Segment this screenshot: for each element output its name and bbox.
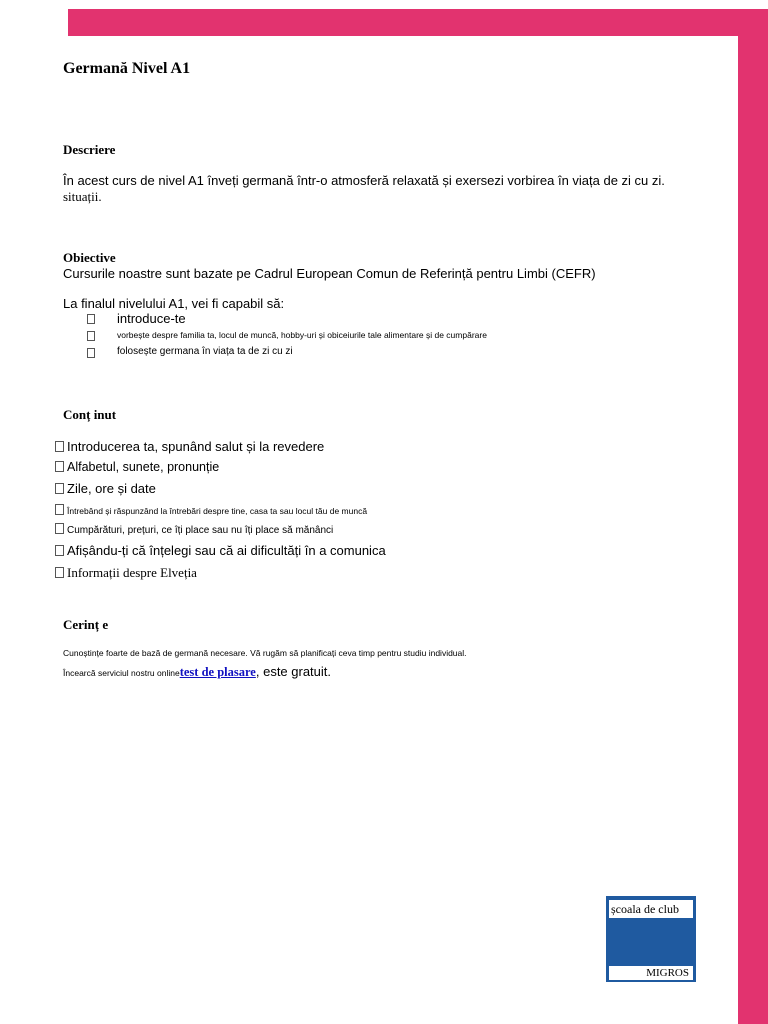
bullet-icon: [55, 523, 64, 534]
cerinte-line-1: Cunoștințe foarte de bază de germană necesare. Vă rugăm să planificați ceva timp pentru studiu individual.: [63, 648, 467, 658]
descriere-heading: Descriere: [63, 142, 116, 157]
bullet-icon: [55, 504, 64, 515]
continut-heading: Conț inut: [63, 407, 117, 422]
obiective-heading: Obiective: [63, 250, 116, 265]
continut-item-6: [55, 543, 386, 558]
accent-bar-top: [68, 9, 768, 36]
cerinte-line-2-prefix: Încearcă serviciul nostru online: [63, 668, 180, 678]
bullet-icon: [55, 483, 64, 494]
continut-item-5: [55, 523, 333, 536]
bullet-icon: [87, 314, 95, 324]
cerinte-line-2: [63, 663, 331, 681]
continut-item-6-text: Afișându-ți că înțelegi sau că ai dificultăți în a comunica: [67, 543, 386, 558]
bullet-icon: [87, 331, 95, 341]
continut-item-2-text: Alfabetul, sunete, pronunție: [67, 460, 220, 474]
continut-item-4: [55, 504, 367, 516]
continut-item-7-text: Informații despre Elveția: [67, 565, 197, 580]
cerinte-heading: Cerinț e: [63, 617, 109, 632]
logo-text-bottom: MIGROS: [609, 966, 693, 980]
continut-item-4-text: Întrebând și răspunzând la întrebări despre tine, casa ta sau locul tău de muncă: [67, 506, 368, 516]
continut-item-2: [55, 460, 219, 474]
logo-text-top: școala de club: [609, 900, 693, 918]
placement-test-link[interactable]: test de plasare: [179, 665, 256, 679]
descriere-line-2: situații.: [63, 189, 102, 204]
continut-item-1: [55, 439, 324, 454]
obiective-item-1: introduce-te: [117, 311, 186, 326]
continut-item-1-text: Introducerea ta, spunând salut și la revedere: [67, 439, 325, 454]
bullet-icon: [87, 348, 95, 358]
bullet-icon: [55, 545, 64, 556]
continut-item-3: [55, 481, 156, 496]
continut-item-3-text: Zile, ore și date: [67, 481, 156, 496]
obiective-item-2: vorbește despre familia ta, locul de muncă, hobby-uri și obiceiurile tale alimentare și de cumpărare: [117, 330, 487, 340]
bullet-icon: [55, 567, 64, 578]
accent-bar-right: [738, 9, 768, 1024]
obiective-line-1: Cursurile noastre sunt bazate pe Cadrul European Comun de Referință pentru Limbi (CEFR): [63, 266, 596, 281]
bullet-icon: [55, 461, 64, 472]
page-title: Germană Nivel A1: [63, 60, 191, 77]
obiective-line-2: La finalul nivelului A1, vei fi capabil să:: [63, 296, 285, 311]
cerinte-line-2-suffix: , este gratuit.: [255, 664, 332, 679]
continut-item-5-text: Cumpărături, prețuri, ce îți place sau nu îți place să mănânci: [67, 525, 334, 536]
obiective-item-3: folosește germana în viața ta de zi cu zi: [117, 346, 293, 357]
continut-item-7: [55, 565, 197, 581]
descriere-line-1: În acest curs de nivel A1 înveți germană într-o atmosferă relaxată și exersezi vorbirea în viața de zi cu zi.: [63, 173, 665, 188]
bullet-icon: [55, 441, 64, 452]
